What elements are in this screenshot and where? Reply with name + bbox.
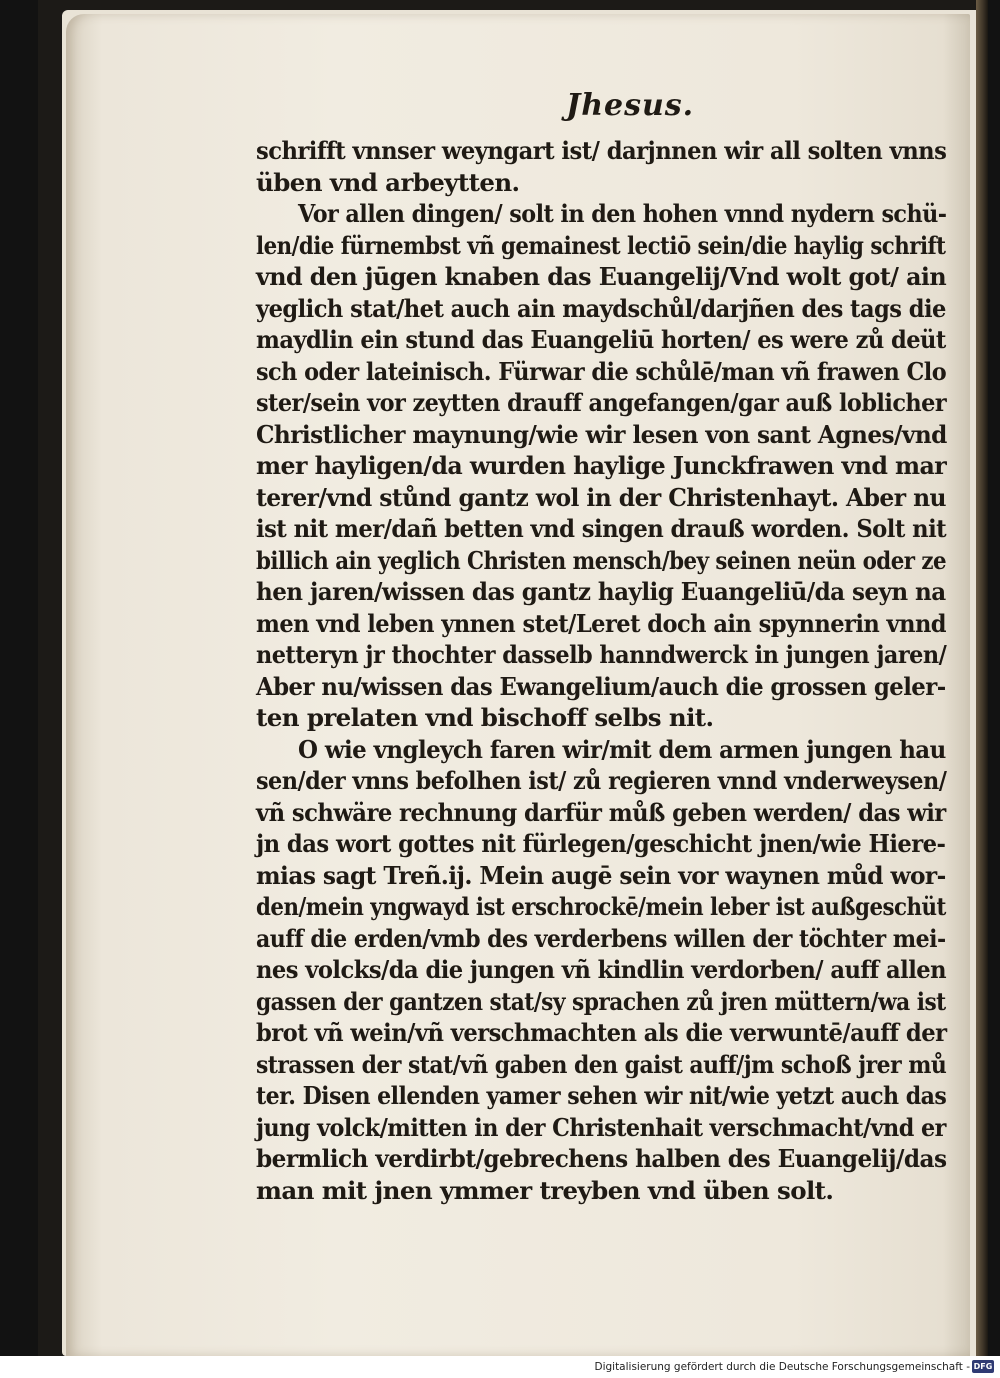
book-binding	[976, 0, 988, 1356]
text-line: len/die fürnembst vñ gemainest lectiō sein/die haylig schrift	[256, 230, 946, 260]
text-line: üben vnd arbeytten.	[256, 167, 520, 197]
digitization-credit: Digitalisierung gefördert durch die Deutsche Forschungsgemeinschaft -	[594, 1361, 970, 1373]
text-line: jn das wort gottes nit fürlegen/geschicht jnen/wie Hiere-	[256, 829, 946, 858]
text-line: auff die erden/vmb des verderbens willen der töchter mei-	[256, 923, 946, 953]
text-line: ten prelaten vnd bischoff selbs nit.	[256, 703, 714, 732]
text-line: strassen der stat/vñ gaben den gaist auff/jm schoß jrer mů	[256, 1049, 947, 1079]
text-line: men vnd leben ynnen stet/Leret doch ain spynnerin vnnd	[256, 608, 947, 638]
text-line: Christlicher maynung/wie wir lesen von sant Agnes/vnd	[256, 419, 947, 449]
text-line: schrifft vnnser weyngart ist/ darjnnen wir all solten vnns	[256, 136, 947, 165]
text-line: jung volck/mitten in der Christenhait verschmacht/vnd er	[256, 1112, 946, 1142]
text-line: ter. Disen ellenden yamer sehen wir nit/wie yetzt auch das	[256, 1081, 947, 1110]
text-line: maydlin ein stund das Euangeliū horten/ es were zů deüt	[256, 325, 946, 354]
text-line: sen/der vnns befolhen ist/ zů regieren vnnd vnderweysen/	[256, 766, 947, 795]
text-line: bermlich verdirbt/gebrechens halben des Euangelij/das	[256, 1144, 947, 1173]
text-line: vnd den jūgen knaben das Euangelij/Vnd wolt got/ ain	[256, 262, 947, 291]
text-line: gassen der gantzen stat/sy sprachen zů jren müttern/wa ist	[256, 986, 946, 1016]
text-line: brot vñ wein/vñ verschmachten als die verwuntē/auff der	[256, 1018, 947, 1047]
text-line: netteryn jr thochter dasselb hanndwerck in jungen jaren/	[256, 640, 947, 669]
text-line: hen jaren/wissen das gantz haylig Euangeliū/da seyn na	[256, 577, 946, 606]
text-line: mias sagt Treñ.ij. Mein augē sein vor waynen můd wor-	[256, 860, 946, 890]
text-line: O wie vngleych faren wir/mit dem armen jungen hau	[298, 734, 946, 764]
text-line: ist nit mer/dañ betten vnd singen drauß worden. Solt nit	[256, 514, 947, 543]
text-line: mer hayligen/da wurden haylige Junckfrawen vnd mar	[256, 451, 947, 480]
running-head: Jhesus.	[566, 88, 695, 123]
text-line: Aber nu/wissen das Ewangelium/auch die grossen geler-	[256, 671, 946, 701]
text-line: sch oder lateinisch. Fürwar die schůlē/man vñ frawen Clo	[256, 356, 947, 386]
text-line: terer/vnd stůnd gantz wol in der Christenhayt. Aber nu	[256, 482, 946, 512]
text-line: billich ain yeglich Christen mensch/bey seinen neün oder ze	[256, 545, 947, 575]
dfg-logo: DFG	[973, 1362, 993, 1371]
text-line: vñ schwäre rechnung darfür můß geben werden/ das wir	[256, 797, 946, 827]
text-line: yeglich stat/het auch ain maydschůl/darjñen des tags die	[256, 293, 946, 323]
text-line: man mit jnen ymmer treyben vnd üben solt.	[256, 1175, 834, 1205]
text-line: ster/sein vor zeytten drauff angefangen/gar auß loblicher	[256, 388, 947, 417]
text-line: nes volcks/da die jungen vñ kindlin verdorben/ auff allen	[256, 955, 946, 984]
text-line: den/mein yngwayd ist erschrockē/mein leber ist außgeschüt	[256, 892, 946, 921]
text-line: Vor allen dingen/ solt in den hohen vnnd nydern schü-	[298, 199, 947, 228]
